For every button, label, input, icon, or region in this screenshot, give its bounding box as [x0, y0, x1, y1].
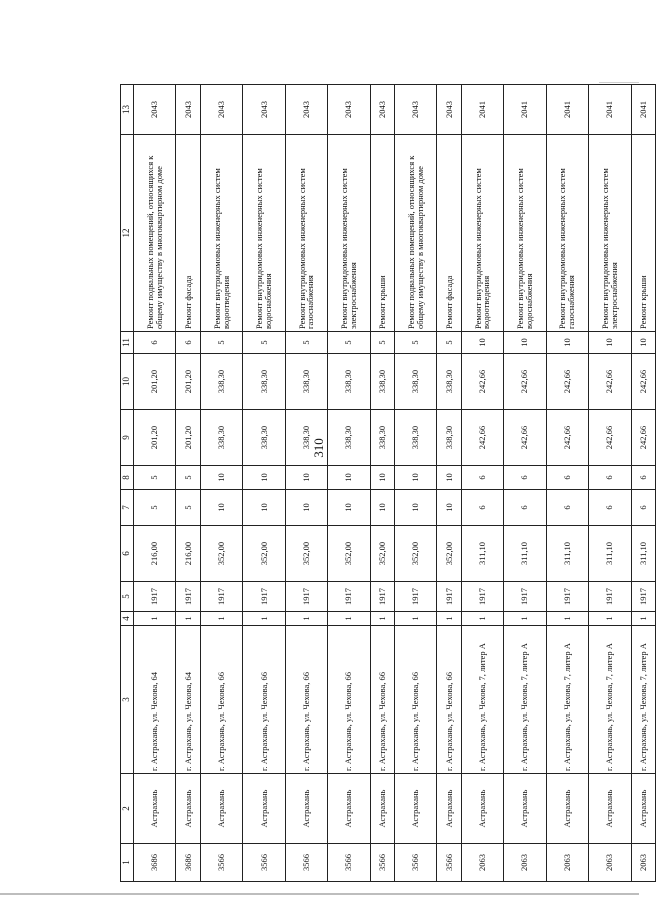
col7-cell: 10	[200, 490, 242, 526]
col11-cell: 10	[461, 332, 503, 354]
id-cell: 2063	[504, 844, 546, 882]
city-cell: Астрахань	[631, 774, 655, 844]
table-header	[121, 85, 134, 882]
col9-cell: 338,30	[437, 410, 461, 466]
city-cell: Астрахань	[437, 774, 461, 844]
address-cell: г. Астрахань, ул. Чехова, 66	[437, 626, 461, 774]
area-cell: 216,00	[176, 526, 200, 582]
year-cell: 1917	[437, 582, 461, 612]
col10-cell: 242,66	[461, 354, 503, 410]
col4-cell: 1	[461, 612, 503, 626]
address-cell: г. Астрахань, ул. Чехова, 7, литер А	[504, 626, 546, 774]
col10-cell: 338,30	[328, 354, 370, 410]
id-cell: 2063	[631, 844, 655, 882]
header-row	[121, 85, 134, 882]
column-header: 6	[121, 526, 134, 582]
area-cell: 352,00	[437, 526, 461, 582]
area-cell: 352,00	[394, 526, 436, 582]
work-type-cell: Ремонт крыши	[370, 135, 394, 332]
city-cell: Астрахань	[504, 774, 546, 844]
col8-cell: 10	[370, 466, 394, 490]
column-header: 11	[121, 332, 134, 354]
id-cell: 2063	[589, 844, 631, 882]
address-cell: г. Астрахань, ул. Чехова, 7, литер А	[546, 626, 588, 774]
column-header: 9	[121, 410, 134, 466]
table-row	[631, 85, 655, 882]
col7-cell: 5	[134, 490, 176, 526]
col8-cell: 10	[328, 466, 370, 490]
col9-cell: 338,30	[285, 410, 327, 466]
col9-cell: 338,30	[200, 410, 242, 466]
city-cell: Астрахань	[328, 774, 370, 844]
id-cell: 3566	[328, 844, 370, 882]
city-cell: Астрахань	[134, 774, 176, 844]
col10-cell: 338,30	[200, 354, 242, 410]
col7-cell: 6	[461, 490, 503, 526]
plan-year-cell: 2043	[176, 85, 200, 135]
plan-year-cell: 2043	[243, 85, 285, 135]
area-cell: 352,00	[243, 526, 285, 582]
column-header: 4	[121, 612, 134, 626]
city-cell: Астрахань	[176, 774, 200, 844]
area-cell: 311,10	[589, 526, 631, 582]
address-cell: г. Астрахань, ул. Чехова, 66	[394, 626, 436, 774]
col8-cell: 6	[589, 466, 631, 490]
address-cell: г. Астрахань, ул. Чехова, 7, литер А	[631, 626, 655, 774]
table-body	[134, 85, 656, 882]
col7-cell: 5	[176, 490, 200, 526]
col10-cell: 242,66	[504, 354, 546, 410]
col4-cell: 1	[285, 612, 327, 626]
col7-cell: 10	[437, 490, 461, 526]
work-type-cell: Ремонт фасада	[176, 135, 200, 332]
year-cell: 1917	[589, 582, 631, 612]
col10-cell: 338,30	[437, 354, 461, 410]
col7-cell: 6	[631, 490, 655, 526]
plan-year-cell: 2043	[134, 85, 176, 135]
table-row	[328, 85, 370, 882]
col10-cell: 338,30	[370, 354, 394, 410]
col9-cell: 242,66	[589, 410, 631, 466]
plan-year-cell: 2043	[200, 85, 242, 135]
col10-cell: 338,30	[394, 354, 436, 410]
year-cell: 1917	[285, 582, 327, 612]
col10-cell: 338,30	[243, 354, 285, 410]
work-type-cell: Ремонт крыши	[631, 135, 655, 332]
work-type-cell: Ремонт внутридомовых инженерных систем водоотведения	[461, 135, 503, 332]
col4-cell: 1	[504, 612, 546, 626]
id-cell: 3566	[394, 844, 436, 882]
plan-year-cell: 2043	[370, 85, 394, 135]
col11-cell: 10	[546, 332, 588, 354]
work-type-cell: Ремонт подвальных помещений, относящихся к общему имуществу в многоквартирном доме	[134, 135, 176, 332]
table-row	[504, 85, 546, 882]
col7-cell: 6	[546, 490, 588, 526]
work-type-cell: Ремонт фасада	[437, 135, 461, 332]
col7-cell: 10	[243, 490, 285, 526]
col7-cell: 6	[504, 490, 546, 526]
col11-cell: 6	[134, 332, 176, 354]
col8-cell: 6	[631, 466, 655, 490]
scan-mark	[599, 82, 639, 83]
year-cell: 1917	[176, 582, 200, 612]
col11-cell: 6	[176, 332, 200, 354]
plan-year-cell: 2041	[546, 85, 588, 135]
col10-cell: 242,66	[589, 354, 631, 410]
address-cell: г. Астрахань, ул. Чехова, 64	[176, 626, 200, 774]
table-row	[589, 85, 631, 882]
column-header: 3	[121, 626, 134, 774]
id-cell: 3566	[285, 844, 327, 882]
col9-cell: 242,66	[504, 410, 546, 466]
year-cell: 1917	[631, 582, 655, 612]
address-cell: г. Астрахань, ул. Чехова, 7, литер А	[461, 626, 503, 774]
table-row	[243, 85, 285, 882]
col11-cell: 5	[394, 332, 436, 354]
col8-cell: 5	[134, 466, 176, 490]
page-number: 310	[310, 438, 326, 458]
col10-cell: 201,20	[134, 354, 176, 410]
work-type-cell: Ремонт внутридомовых инженерных систем электроснабжения	[589, 135, 631, 332]
col8-cell: 6	[504, 466, 546, 490]
col10-cell: 242,66	[631, 354, 655, 410]
col11-cell: 10	[631, 332, 655, 354]
plan-year-cell: 2041	[589, 85, 631, 135]
year-cell: 1917	[546, 582, 588, 612]
plan-year-cell: 2041	[504, 85, 546, 135]
city-cell: Астрахань	[370, 774, 394, 844]
city-cell: Астрахань	[394, 774, 436, 844]
column-header: 12	[121, 135, 134, 332]
work-type-cell: Ремонт подвальных помещений, относящихся к общему имуществу в многоквартирном доме	[394, 135, 436, 332]
col9-cell: 338,30	[394, 410, 436, 466]
repair-schedule-table	[120, 84, 656, 882]
year-cell: 1917	[370, 582, 394, 612]
plan-year-cell: 2043	[437, 85, 461, 135]
col7-cell: 10	[370, 490, 394, 526]
year-cell: 1917	[461, 582, 503, 612]
col4-cell: 1	[546, 612, 588, 626]
col9-cell: 242,66	[546, 410, 588, 466]
year-cell: 1917	[394, 582, 436, 612]
column-header: 5	[121, 582, 134, 612]
col9-cell: 201,20	[176, 410, 200, 466]
city-cell: Астрахань	[589, 774, 631, 844]
area-cell: 311,10	[631, 526, 655, 582]
area-cell: 311,10	[546, 526, 588, 582]
column-header: 7	[121, 490, 134, 526]
table-row	[546, 85, 588, 882]
area-cell: 352,00	[328, 526, 370, 582]
col10-cell: 338,30	[285, 354, 327, 410]
address-cell: г. Астрахань, ул. Чехова, 66	[243, 626, 285, 774]
id-cell: 3566	[370, 844, 394, 882]
table-row	[176, 85, 200, 882]
year-cell: 1917	[328, 582, 370, 612]
work-type-cell: Ремонт внутридомовых инженерных систем электроснабжения	[328, 135, 370, 332]
city-cell: Астрахань	[200, 774, 242, 844]
table-row	[370, 85, 394, 882]
work-type-cell: Ремонт внутридомовых инженерных систем газоснабжения	[285, 135, 327, 332]
col8-cell: 10	[285, 466, 327, 490]
column-header: 2	[121, 774, 134, 844]
scan-edge-line	[0, 893, 639, 895]
col8-cell: 10	[243, 466, 285, 490]
column-header: 8	[121, 466, 134, 490]
city-cell: Астрахань	[461, 774, 503, 844]
col11-cell: 5	[200, 332, 242, 354]
year-cell: 1917	[134, 582, 176, 612]
address-cell: г. Астрахань, ул. Чехова, 66	[328, 626, 370, 774]
work-type-cell: Ремонт внутридомовых инженерных систем водоснабжения	[243, 135, 285, 332]
year-cell: 1917	[243, 582, 285, 612]
plan-year-cell: 2041	[631, 85, 655, 135]
area-cell: 216,00	[134, 526, 176, 582]
col4-cell: 1	[631, 612, 655, 626]
id-cell: 3686	[176, 844, 200, 882]
address-cell: г. Астрахань, ул. Чехова, 7, литер А	[589, 626, 631, 774]
city-cell: Астрахань	[285, 774, 327, 844]
col11-cell: 5	[437, 332, 461, 354]
table-row	[134, 85, 176, 882]
plan-year-cell: 2043	[328, 85, 370, 135]
address-cell: г. Астрахань, ул. Чехова, 66	[285, 626, 327, 774]
col8-cell: 5	[176, 466, 200, 490]
col9-cell: 338,30	[328, 410, 370, 466]
col4-cell: 1	[437, 612, 461, 626]
area-cell: 311,10	[504, 526, 546, 582]
col9-cell: 242,66	[631, 410, 655, 466]
col11-cell: 10	[589, 332, 631, 354]
col9-cell: 338,30	[370, 410, 394, 466]
column-header: 1	[121, 844, 134, 882]
col11-cell: 5	[370, 332, 394, 354]
col7-cell: 10	[394, 490, 436, 526]
col9-cell: 338,30	[243, 410, 285, 466]
year-cell: 1917	[200, 582, 242, 612]
table-row	[437, 85, 461, 882]
col10-cell: 201,20	[176, 354, 200, 410]
column-header: 10	[121, 354, 134, 410]
address-cell: г. Астрахань, ул. Чехова, 66	[200, 626, 242, 774]
col11-cell: 5	[328, 332, 370, 354]
col7-cell: 10	[285, 490, 327, 526]
col7-cell: 6	[589, 490, 631, 526]
table-row	[461, 85, 503, 882]
area-cell: 352,00	[370, 526, 394, 582]
rotated-table-wrapper	[120, 85, 656, 882]
work-type-cell: Ремонт внутридомовых инженерных систем водоотведения	[200, 135, 242, 332]
col11-cell: 5	[285, 332, 327, 354]
city-cell: Астрахань	[546, 774, 588, 844]
col8-cell: 10	[437, 466, 461, 490]
plan-year-cell: 2043	[394, 85, 436, 135]
area-cell: 352,00	[285, 526, 327, 582]
column-header: 13	[121, 85, 134, 135]
col9-cell: 201,20	[134, 410, 176, 466]
area-cell: 311,10	[461, 526, 503, 582]
table-row	[200, 85, 242, 882]
col8-cell: 6	[546, 466, 588, 490]
col4-cell: 1	[589, 612, 631, 626]
id-cell: 3566	[243, 844, 285, 882]
id-cell: 2063	[546, 844, 588, 882]
col11-cell: 5	[243, 332, 285, 354]
address-cell: г. Астрахань, ул. Чехова, 64	[134, 626, 176, 774]
city-cell: Астрахань	[243, 774, 285, 844]
col4-cell: 1	[394, 612, 436, 626]
id-cell: 2063	[461, 844, 503, 882]
table-row	[285, 85, 327, 882]
col8-cell: 10	[200, 466, 242, 490]
col11-cell: 10	[504, 332, 546, 354]
col9-cell: 242,66	[461, 410, 503, 466]
col4-cell: 1	[370, 612, 394, 626]
col4-cell: 1	[200, 612, 242, 626]
col7-cell: 10	[328, 490, 370, 526]
plan-year-cell: 2041	[461, 85, 503, 135]
col8-cell: 10	[394, 466, 436, 490]
id-cell: 3566	[437, 844, 461, 882]
address-cell: г. Астрахань, ул. Чехова, 66	[370, 626, 394, 774]
work-type-cell: Ремонт внутридомовых инженерных систем газоснабжения	[546, 135, 588, 332]
year-cell: 1917	[504, 582, 546, 612]
work-type-cell: Ремонт внутридомовых инженерных систем водоснабжения	[504, 135, 546, 332]
plan-year-cell: 2043	[285, 85, 327, 135]
col4-cell: 1	[243, 612, 285, 626]
col4-cell: 1	[134, 612, 176, 626]
col4-cell: 1	[176, 612, 200, 626]
table-row	[394, 85, 436, 882]
col10-cell: 242,66	[546, 354, 588, 410]
id-cell: 3566	[200, 844, 242, 882]
area-cell: 352,00	[200, 526, 242, 582]
col8-cell: 6	[461, 466, 503, 490]
col4-cell: 1	[328, 612, 370, 626]
id-cell: 3686	[134, 844, 176, 882]
